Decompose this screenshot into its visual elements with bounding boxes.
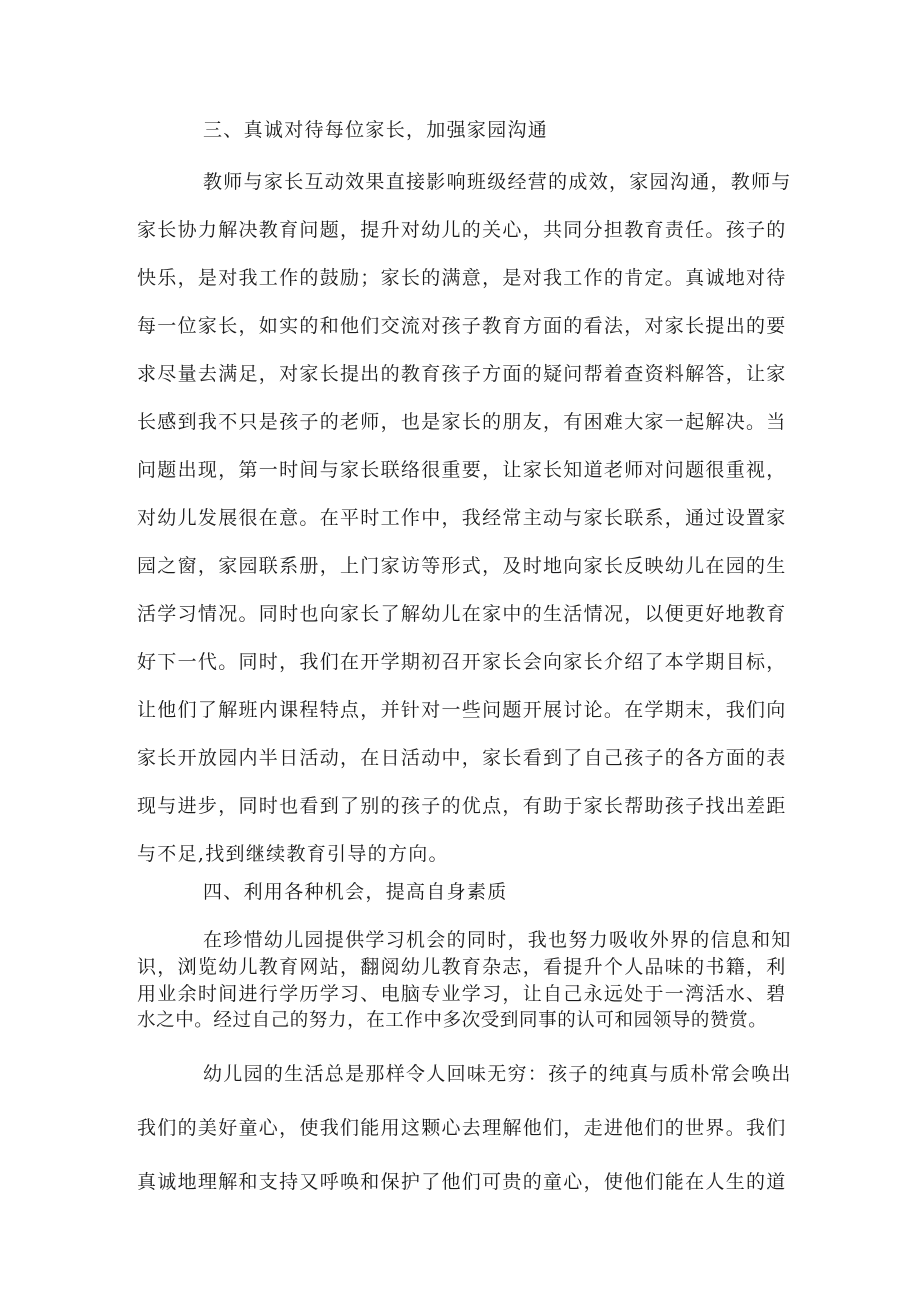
section-heading: 四、利用各种机会，提高自身素质: [203, 881, 508, 903]
paragraph-line: 长感到我不只是孩子的老师，也是家长的朋友，有困难大家一起解决。当: [137, 411, 787, 433]
paragraph-line: 好下一代。同时，我们在开学期初召开家长会向家长介绍了本学期目标，: [137, 651, 787, 673]
paragraph-line: 家长开放园内半日活动，在日活动中，家长看到了自己孩子的各方面的表: [137, 747, 787, 769]
paragraph-line: 用业余时间进行学历学习、电脑专业学习，让自己永远处于一湾活水、碧: [137, 983, 787, 1005]
paragraph-line: 真诚地理解和支持又呼唤和保护了他们可贵的童心，使他们能在人生的道: [137, 1171, 787, 1193]
paragraph-line: 幼儿园的生活总是那样令人回味无穷：孩子的纯真与质朴常会唤出: [203, 1063, 792, 1085]
paragraph-line: 与不足,找到继续教育引导的方向。: [137, 843, 449, 865]
paragraph-line: 水之中。经过自己的努力，在工作中多次受到同事的认可和园领导的赞赏。: [137, 1010, 768, 1031]
paragraph-line: 我们的美好童心，使我们能用这颗心去理解他们，走进他们的世界。我们: [137, 1117, 787, 1139]
paragraph-line: 求尽量去满足，对家长提出的教育孩子方面的疑问帮着查资料解答，让家: [137, 363, 787, 385]
paragraph-line: 快乐，是对我工作的鼓励；家长的满意，是对我工作的肯定。真诚地对待: [137, 267, 787, 289]
section-heading: 三、真诚对待每位家长，加强家园沟通: [203, 119, 549, 141]
paragraph-line: 家长协力解决教育问题，提升对幼儿的关心，共同分担教育责任。孩子的: [137, 219, 787, 241]
paragraph-line: 在珍惜幼儿园提供学习机会的同时，我也努力吸收外界的信息和知: [203, 929, 792, 951]
paragraph-line: 园之窗，家园联系册，上门家访等形式，及时地向家长反映幼儿在园的生: [137, 555, 787, 577]
paragraph-line: 现与进步，同时也看到了别的孩子的优点，有助于家长帮助孩子找出差距: [137, 795, 787, 817]
paragraph-line: 识，浏览幼儿教育网站，翻阅幼儿教育杂志，看提升个人品味的书籍，利: [137, 956, 787, 978]
paragraph-line: 问题出现，第一时间与家长联络很重要，让家长知道老师对问题很重视，: [137, 459, 787, 481]
paragraph-line: 对幼儿发展很在意。在平时工作中，我经常主动与家长联系，通过设置家: [137, 507, 787, 529]
paragraph-line: 让他们了解班内课程特点，并针对一些问题开展讨论。在学期末，我们向: [137, 699, 787, 721]
paragraph-line: 活学习情况。同时也向家长了解幼儿在家中的生活情况，以便更好地教育: [137, 603, 787, 625]
paragraph-line: 每一位家长，如实的和他们交流对孩子教育方面的看法，对家长提出的要: [137, 315, 787, 337]
paragraph-line: 教师与家长互动效果直接影响班级经营的成效，家园沟通，教师与: [203, 171, 792, 193]
